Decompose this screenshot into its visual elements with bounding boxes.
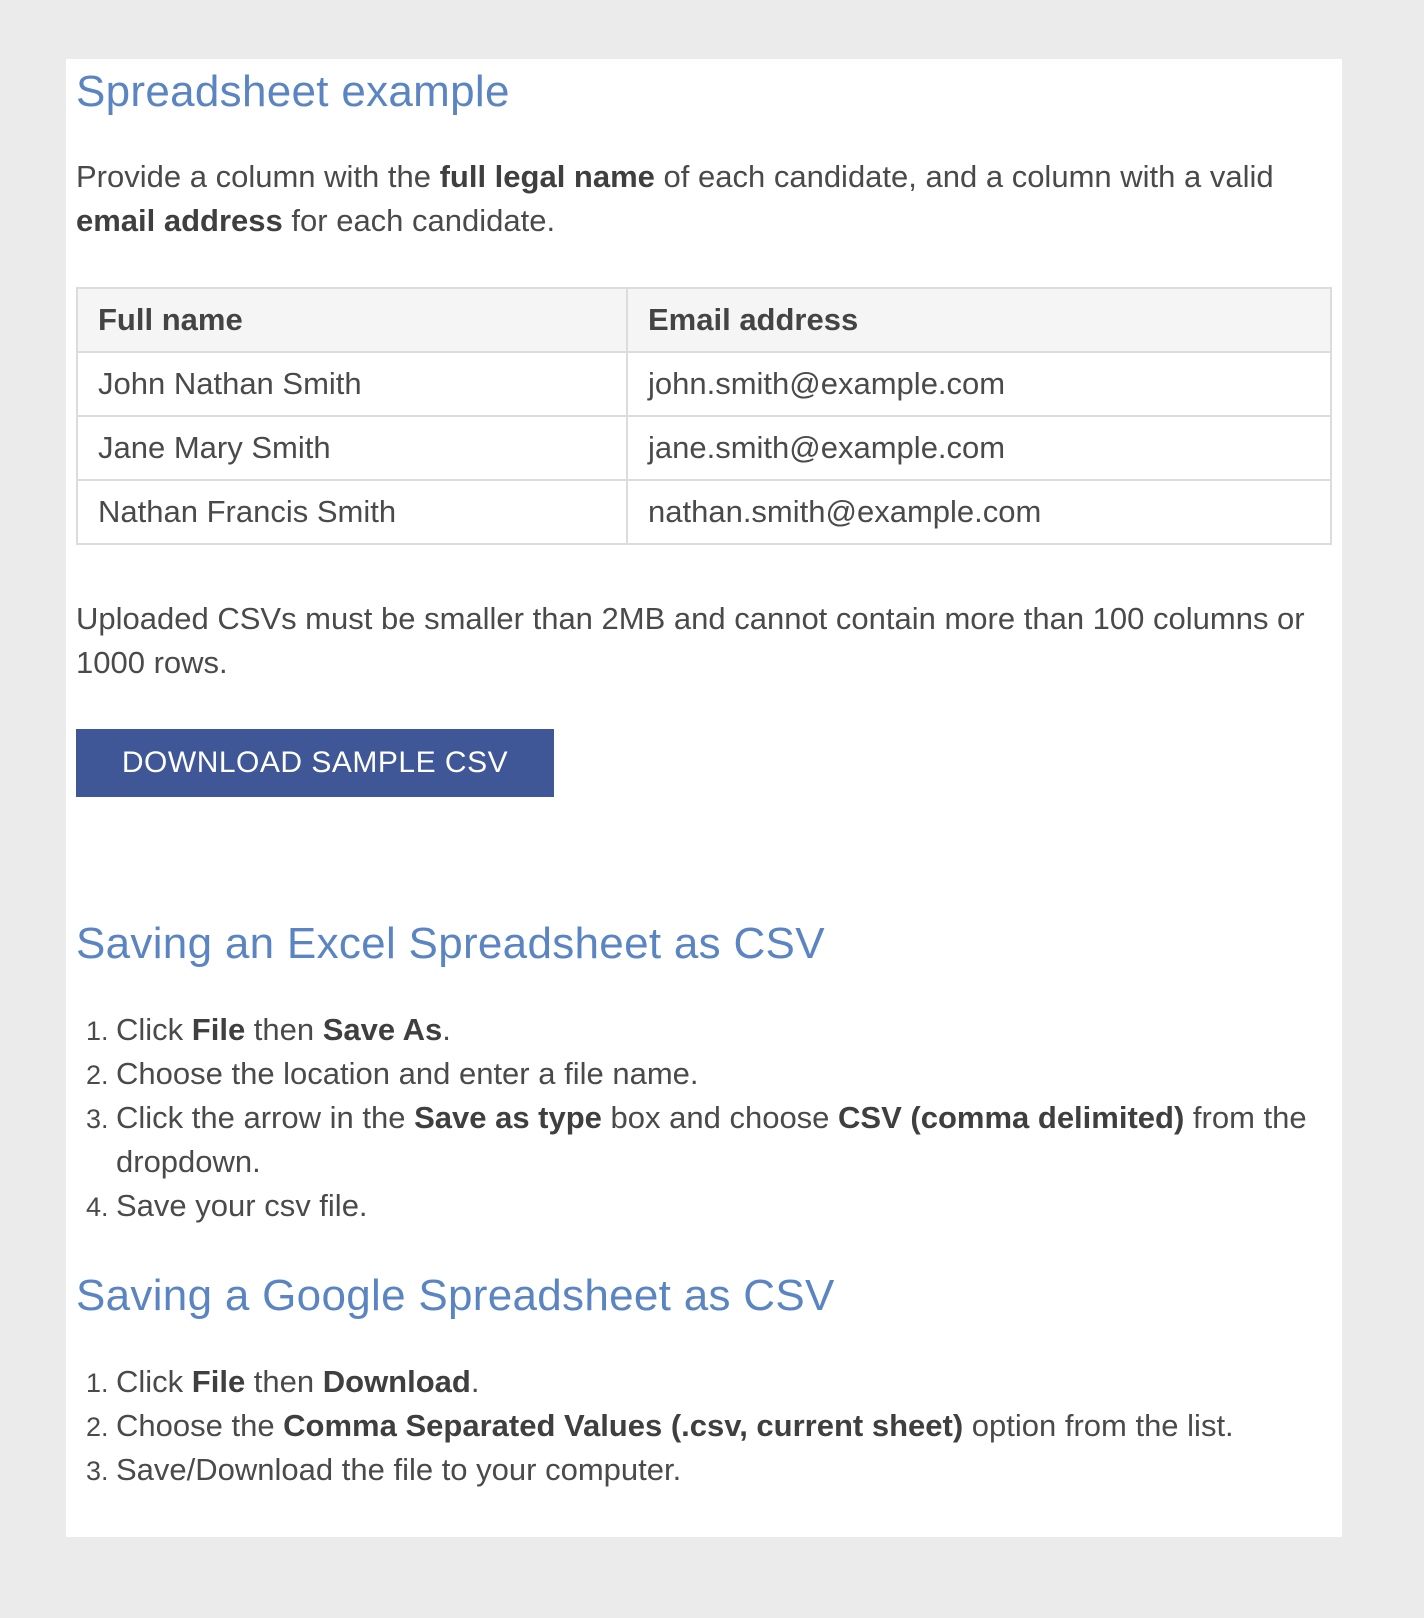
intro-text-3: for each candidate. <box>282 203 556 238</box>
column-header-full-name: Full name <box>77 288 627 352</box>
intro-bold-email-address: email address <box>76 203 283 238</box>
step-text: . <box>442 1012 451 1047</box>
step-text: box and choose <box>601 1100 839 1135</box>
cell-full-name: Jane Mary Smith <box>77 416 627 480</box>
upload-limits-text: Uploaded CSVs must be smaller than 2MB and cannot contain more than 100 columns or 1000 rows. <box>76 601 1305 680</box>
step-bold: File <box>191 1012 246 1047</box>
step-text: Click <box>116 1364 192 1399</box>
step-text: from the dropdown. <box>116 1100 1307 1179</box>
sample-table <box>76 287 1332 545</box>
step-text: option from the list. <box>963 1408 1234 1443</box>
table-row <box>77 480 1331 544</box>
cell-email: jane.smith@example.com <box>627 416 1331 480</box>
step-text: Click the arrow in the <box>116 1100 415 1135</box>
step-text: then <box>245 1364 323 1399</box>
google-csv-heading: Saving a Google Spreadsheet as CSV <box>76 1271 835 1320</box>
cell-email: john.smith@example.com <box>627 352 1331 416</box>
step-text: then <box>245 1012 323 1047</box>
table-row <box>77 352 1331 416</box>
list-item <box>116 1052 1346 1096</box>
intro-bold-full-legal-name: full legal name <box>439 159 655 194</box>
step-bold: File <box>191 1364 246 1399</box>
table-header-row <box>77 288 1331 352</box>
step-text: . <box>470 1364 480 1399</box>
excel-csv-heading: Saving an Excel Spreadsheet as CSV <box>76 919 825 968</box>
step-text: Click <box>116 1012 192 1047</box>
step-text: Choose the location and enter a file name. <box>116 1056 699 1091</box>
excel-steps-list <box>76 1008 1346 1228</box>
table-row <box>77 416 1331 480</box>
google-steps-list <box>76 1360 1346 1492</box>
list-item <box>116 1448 1346 1492</box>
cell-full-name: Nathan Francis Smith <box>77 480 627 544</box>
step-bold: CSV (comma delimited) <box>838 1100 1185 1135</box>
step-text: Choose the <box>116 1408 284 1443</box>
download-sample-csv-button[interactable]: DOWNLOAD SAMPLE CSV <box>76 729 554 797</box>
step-text: Save/Download the file to your computer. <box>116 1452 682 1487</box>
intro-text-2: of each candidate, and a column with a valid <box>654 159 1274 194</box>
cell-full-name: John Nathan Smith <box>77 352 627 416</box>
cell-email: nathan.smith@example.com <box>627 480 1331 544</box>
step-bold: Save as type <box>414 1100 602 1135</box>
step-bold: Comma Separated Values (.csv, current sheet) <box>283 1408 964 1443</box>
step-bold: Download <box>322 1364 471 1399</box>
intro-paragraph <box>76 155 1326 243</box>
step-text: Save your csv file. <box>116 1188 368 1223</box>
spreadsheet-example-heading: Spreadsheet example <box>76 67 510 116</box>
list-item <box>116 1360 1346 1404</box>
list-item <box>116 1184 1346 1228</box>
intro-text-1: Provide a column with the <box>76 159 440 194</box>
list-item <box>116 1008 1346 1052</box>
list-item <box>116 1404 1346 1448</box>
list-item <box>116 1096 1346 1184</box>
instructions-card <box>66 59 1342 1537</box>
column-header-email-address: Email address <box>627 288 1331 352</box>
step-bold: Save As <box>322 1012 443 1047</box>
